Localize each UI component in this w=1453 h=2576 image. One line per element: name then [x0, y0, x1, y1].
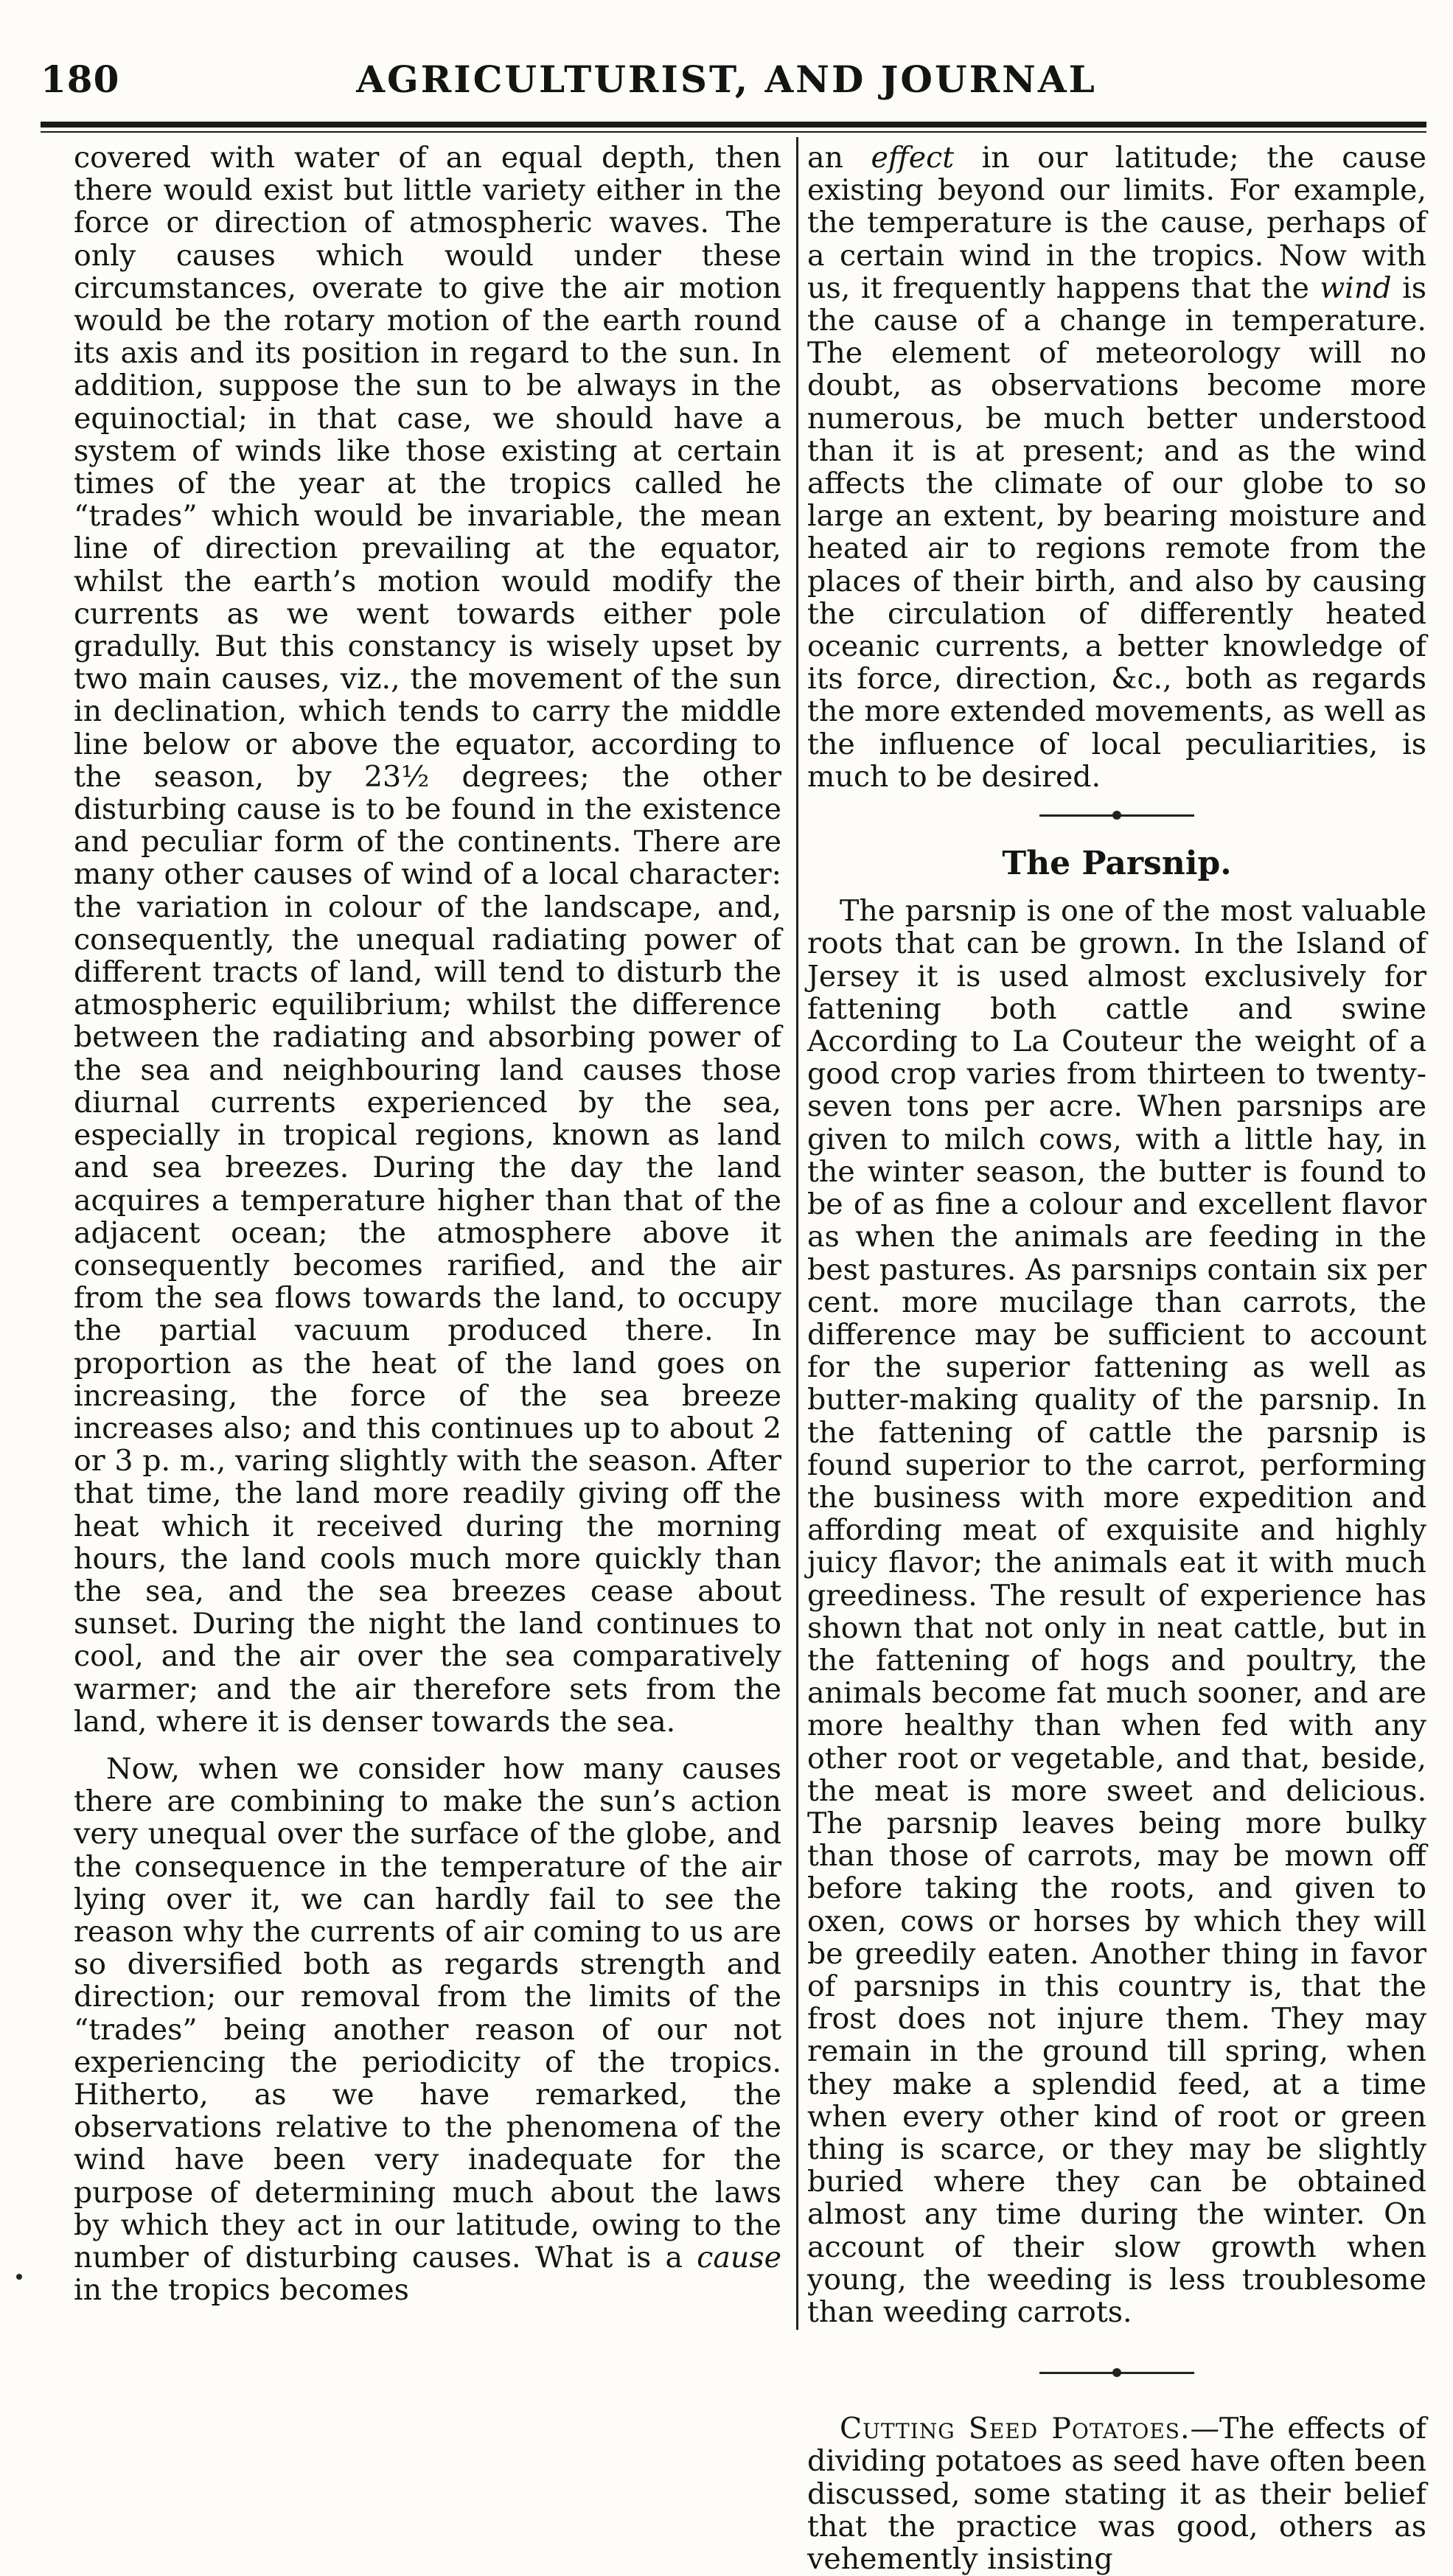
- left-paragraph-2-tail: in the tropics becomes: [74, 2273, 409, 2308]
- ornament-dot: [1112, 2368, 1121, 2377]
- section-ornament-1: [807, 793, 1426, 837]
- right-paragraph-1: [807, 142, 1426, 793]
- page-number: 180: [41, 57, 120, 101]
- right-p1-mid: in our latitude; the cause existing beyond our limits. For example, the temperature is the cause, perhaps of a certain wind in the tropics. Now with us, it frequently happens that the: [807, 141, 1426, 305]
- page-header: [0, 0, 1453, 133]
- potatoes-title: Cutting Seed Potatoes.: [840, 2412, 1191, 2446]
- ornament-rule: [1039, 814, 1194, 817]
- margin-mark: [16, 2274, 22, 2280]
- left-paragraph-1: covered with water of an equal depth, then there would exist but little variety either in the force or direction of atmospheric waves. The only causes which would under these circumstances, overate to give the air motion would be the rotary motion of the earth round its axis and its position in regard to the sun. In addition, suppose the sun to be always in the equinoctial; in that case, we should have a system of winds like those existing at certain times of the year at the tropics called he “trades” which would be invariable, the mean line of direction prevailing at the equator, whilst the earth’s motion would modify the currents as we went towards either pole gradully. But this constancy is wisely upset by two main causes, viz., the movement of the sun in declination, which tends to carry the middle line below or above the equator, according to the season, by 23½ degrees; the other disturbing cause is to be found in the existence and peculiar form of the continents. There are many other causes of wind of a local character: the variation in colour of the landscape, and, consequently, the unequal radiating power of different tracts of land, will tend to disturb the atmospheric equilibrium; whilst the difference between the radiating and absorbing power of the sea and neighbouring land causes those diurnal currents experienced by the sea, especially in tropical regions, known as land and sea breezes. During the day the land acquires a temperature higher than that of the adjacent ocean; the atmosphere above it consequently becomes rarified, and the air from the sea flows towards the land, to occupy the partial vacuum produced there. In proportion as the heat of the land goes on increasing, the force of the sea breeze increases also; and this continues up to about 2 or 3 p. m., varing slightly with the season. After that time, the land more readily giving off the heat which it received during the morning hours, the land cools much more quickly than the sea, and the sea breezes cease about sunset. During the night the land continues to cool, and the air over the sea comparatively warmer; and the air therefore sets from the land, where it is denser towards the sea.: [74, 141, 781, 1739]
- running-title: AGRICULTURIST, AND JOURNAL: [356, 57, 1097, 101]
- right-p1-lead: an: [807, 141, 871, 175]
- italic-effect: effect: [871, 141, 955, 175]
- column-divider: [796, 137, 798, 2330]
- parsnip-heading: The Parsnip.: [1002, 845, 1232, 883]
- right-column: [807, 142, 1426, 2575]
- ornament-rule: [1039, 2372, 1194, 2374]
- left-column: [74, 142, 781, 2306]
- italic-wind: wind: [1320, 270, 1392, 305]
- right-p1-end: is the cause of a change in temperature. The element of meteorology will no doubt, as observations become more numerous, be much better understood than it is at present; and as the wind affects the climate of our globe to so large an extent, by bearing moisture and heated air to regions remote from the places of their birth, and also by causing the circulation of differently heated oceanic currents, a better knowledge of its force, direction, &c., both as regards the more extended movements, as well as the influence of local peculiarities, is much to be desired.: [807, 270, 1426, 794]
- italic-cause: cause: [697, 2241, 781, 2275]
- potatoes-text: —The effects of dividing potatoes as seed have often been discussed, some stating it as their belief that the practice was good, others as vehemently insisting: [807, 2412, 1427, 2576]
- parsnip-paragraph: The parsnip is one of the most valuable roots that can be grown. In the Island of Jersey it is used almost exclusively for fattening both cattle and swine According to La Couteur the weight of a good crop varies from thirteen to twenty-seven tons per acre. When parsnips are given to milch cows, with a little hay, in the winter season, the butter is found to be of as fine a colour and excellent flavor as when the animals are feeding in the best pastures. As parsnips contain six per cent. more mucilage than carrots, the difference may be sufficient to account for the superior fattening as well as butter-making quality of the parsnip. In the fattening of cattle the parsnip is found superior to the carrot, performing the business with more expedition and affording meat of exquisite and highly juicy flavor; the animals eat it with much greediness. The result of experience has shown that not only in neat cattle, but in the fattening of hogs and poultry, the animals become fat much sooner, and are more healthy than when fed with any other root or vegetable, and that, beside, the meat is more sweet and delicious. The parsnip leaves being more bulky than those of carrots, may be mown off before taking the roots, and given to oxen, cows or horses by which they will be greedily eaten. Another thing in favor of parsnips in this country is, that the frost does not injure them. They may remain in the ground till spring, when they make a splendid feed, at a time when every other kind of root or green thing is scarce, or they may be slightly buried where they can be obtained almost any time during the winter. On account of their slow growth when young, the weeding is less troublesome than weeding carrots.: [807, 894, 1426, 2329]
- header-rule-thick: [41, 122, 1426, 128]
- left-paragraph-2-text: Now, when we consider how many causes there are combining to make the sun’s action very unequal over the surface of the globe, and the consequence in the temperature of the air lying over it, we can hardly fail to see the reason why the currents of air coming to us are so diversified both as regards strength and direction; our removal from the limits of the “trades” being another reason of our not experiencing the periodicity of the tropics. Hitherto, as we have remarked, the observations relative to the phenomena of the wind have been very inadequate for the purpose of determining much about the laws by which they act in our latitude, owing to the number of disturbing causes. What is a: [74, 1751, 781, 2275]
- potatoes-paragraph: [807, 2412, 1426, 2575]
- ornament-dot: [1112, 811, 1121, 820]
- header-rule-thin: [41, 131, 1426, 133]
- left-paragraph-2: [74, 1753, 781, 2306]
- section-ornament-2: [807, 2350, 1426, 2395]
